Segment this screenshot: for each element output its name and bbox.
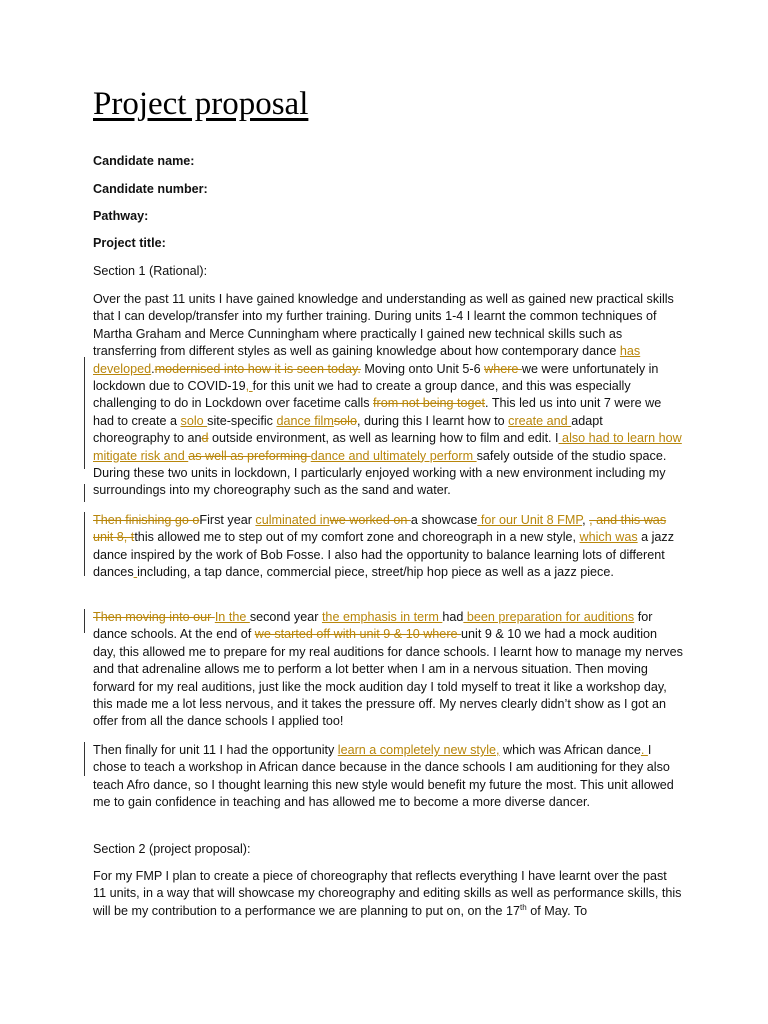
body-text: had <box>442 610 464 624</box>
body-text: second year <box>249 610 322 624</box>
change-bar <box>84 742 85 776</box>
section2-heading: Section 2 (project proposal): <box>93 842 251 856</box>
body-text: Then finally for unit 11 I had the opportunity <box>93 743 338 757</box>
change-bar <box>84 609 85 633</box>
body-text: a jazz dance inspired by the work of Bob Fosse. I also had the opportunity to balance learning lots of different dances <box>93 530 675 580</box>
paragraph-rationale-1 <box>93 291 683 500</box>
tracked-insertion: has developed <box>93 344 641 376</box>
tracked-deletion: as well as preforming <box>188 448 311 463</box>
body-text: this allowed me to step out of my comfort zone and choreograph in a new style, <box>134 530 580 545</box>
tracked-deletion: , and this was unit 8, t <box>93 513 667 545</box>
body-text: which was African dance <box>499 743 641 757</box>
body-text: outside environment, as well as learning how to film and edit. I <box>208 431 559 446</box>
paragraph-proposal <box>93 868 683 920</box>
paragraph-rationale-4 <box>93 742 683 812</box>
tracked-insertion: dance and ultimately perform <box>310 448 477 463</box>
paragraph-rationale-3 <box>93 609 683 731</box>
proposal-text: For my FMP I plan to create a piece of choreography that reflects everything I have learnt over the past 11 units, in a way that will showcase my choreography and editing skills as well as performance skills, this will be my contribution to a performance we are planning to put on, on the 17 <box>93 869 682 918</box>
change-bar <box>84 357 85 469</box>
change-bar <box>84 484 85 502</box>
body-text: for dance schools. At the end of <box>93 610 653 642</box>
proposal-text-end: of May. To <box>526 903 588 918</box>
body-text: including, a tap dance, commercial piece, street/hip hop piece as well as a jazz piece. <box>137 565 614 580</box>
section1-heading: Section 1 (Rational): <box>93 264 208 278</box>
pathway-label: Pathway: <box>93 209 149 223</box>
body-text: for this unit we had to create a group dance, and this was especially challenging to do in Lockdown over facetime calls <box>93 379 631 411</box>
tracked-deletion: where <box>484 361 522 376</box>
tracked-insertion: learn a completely new style, <box>337 743 500 757</box>
body-text: a showcase <box>410 513 478 527</box>
candidate-name-label: Candidate name: <box>93 154 195 168</box>
body-text: unit 9 & 10 we had a mock audition day, this allowed me to prepare for my real auditions for dance schools. I learnt how to manage my nerves and that adrenaline allows me to perform a lot better when I am in a nervous situation. Then moving forward for my real auditions, just like the mock audition day I told myself to treat it like a workshop day, this made me a lot less nervous, and it takes the pressure off. My nerves clearly didn’t show as I got an offer from all the dance schools I applied too! <box>93 627 683 729</box>
candidate-number-label: Candidate number: <box>93 182 208 196</box>
tracked-insertion: create and <box>508 413 572 428</box>
body-text: , <box>582 513 590 527</box>
tracked-insertion: In the <box>214 610 250 624</box>
body-text: I chose to teach a workshop in African dance because in the dance schools I am auditioning for they also teach Afro dance, so I thought learning this new style would benefit my future the most. This unit allowed me to gain confidence in teaching and has allowed me to become a more diverse dancer. <box>93 743 674 810</box>
tracked-deletion: Then moving into our <box>93 610 215 624</box>
tracked-insertion: dance film <box>276 413 334 428</box>
body-text: First year <box>199 513 256 527</box>
tracked-deletion: d <box>201 431 209 446</box>
tracked-insertion: solo <box>180 413 208 428</box>
tracked-insertion: . <box>640 743 648 757</box>
body-text: , during this I learnt how to <box>356 413 509 428</box>
proposal-superscript: th <box>520 902 527 912</box>
body-text: Over the past 11 units I have gained knowledge and understanding as well as gained new practical skills that I can develop/transfer into my further training. During units 1-4 I learnt the common techniques of Martha Graham and Merce Cunningham where practically I gained new technical skills such as transferring from different styles as well as gaining knowledge about how contemporary dance <box>93 292 674 359</box>
tracked-deletion: Then finishing go o <box>93 513 200 527</box>
tracked-insertion: the emphasis in term <box>321 610 443 624</box>
tracked-insertion: been preparation for auditions <box>463 610 635 624</box>
tracked-deletion: solo <box>333 413 357 428</box>
change-bar <box>84 512 85 576</box>
body-text: Moving onto Unit 5-6 <box>360 361 485 376</box>
tracked-deletion: modernised into how it is seen today. <box>154 361 361 376</box>
tracked-insertion: culminated in <box>255 513 330 527</box>
tracked-deletion: from not being toget <box>373 396 486 411</box>
document-title: Project proposal <box>93 86 309 122</box>
body-text: . <box>151 361 155 376</box>
body-text: safely outside of the studio space. During these two units in lockdown, I particularly enjoyed working with a new environment including my surroundings into my choreography such as the sand and water. <box>93 448 667 498</box>
body-text: site-specific <box>207 413 277 428</box>
body-text: . This led us into unit 7 were we had to create a <box>93 396 662 428</box>
tracked-insertion: which was <box>579 530 638 545</box>
tracked-insertion: for our Unit 8 FMP <box>477 513 583 527</box>
body-text: adapt choreography to an <box>93 413 603 446</box>
paragraph-rationale-2 <box>93 512 683 582</box>
tracked-deletion: we worked on <box>329 513 411 527</box>
tracked-insertion: , <box>245 379 253 394</box>
tracked-deletion: we started off with unit 9 & 10 where <box>254 627 462 642</box>
project-title-label: Project title: <box>93 236 166 250</box>
tracked-insertion: also had to learn how mitigate risk and <box>93 431 682 463</box>
body-text: we were unfortunately in lockdown due to COVID-19 <box>93 361 659 394</box>
